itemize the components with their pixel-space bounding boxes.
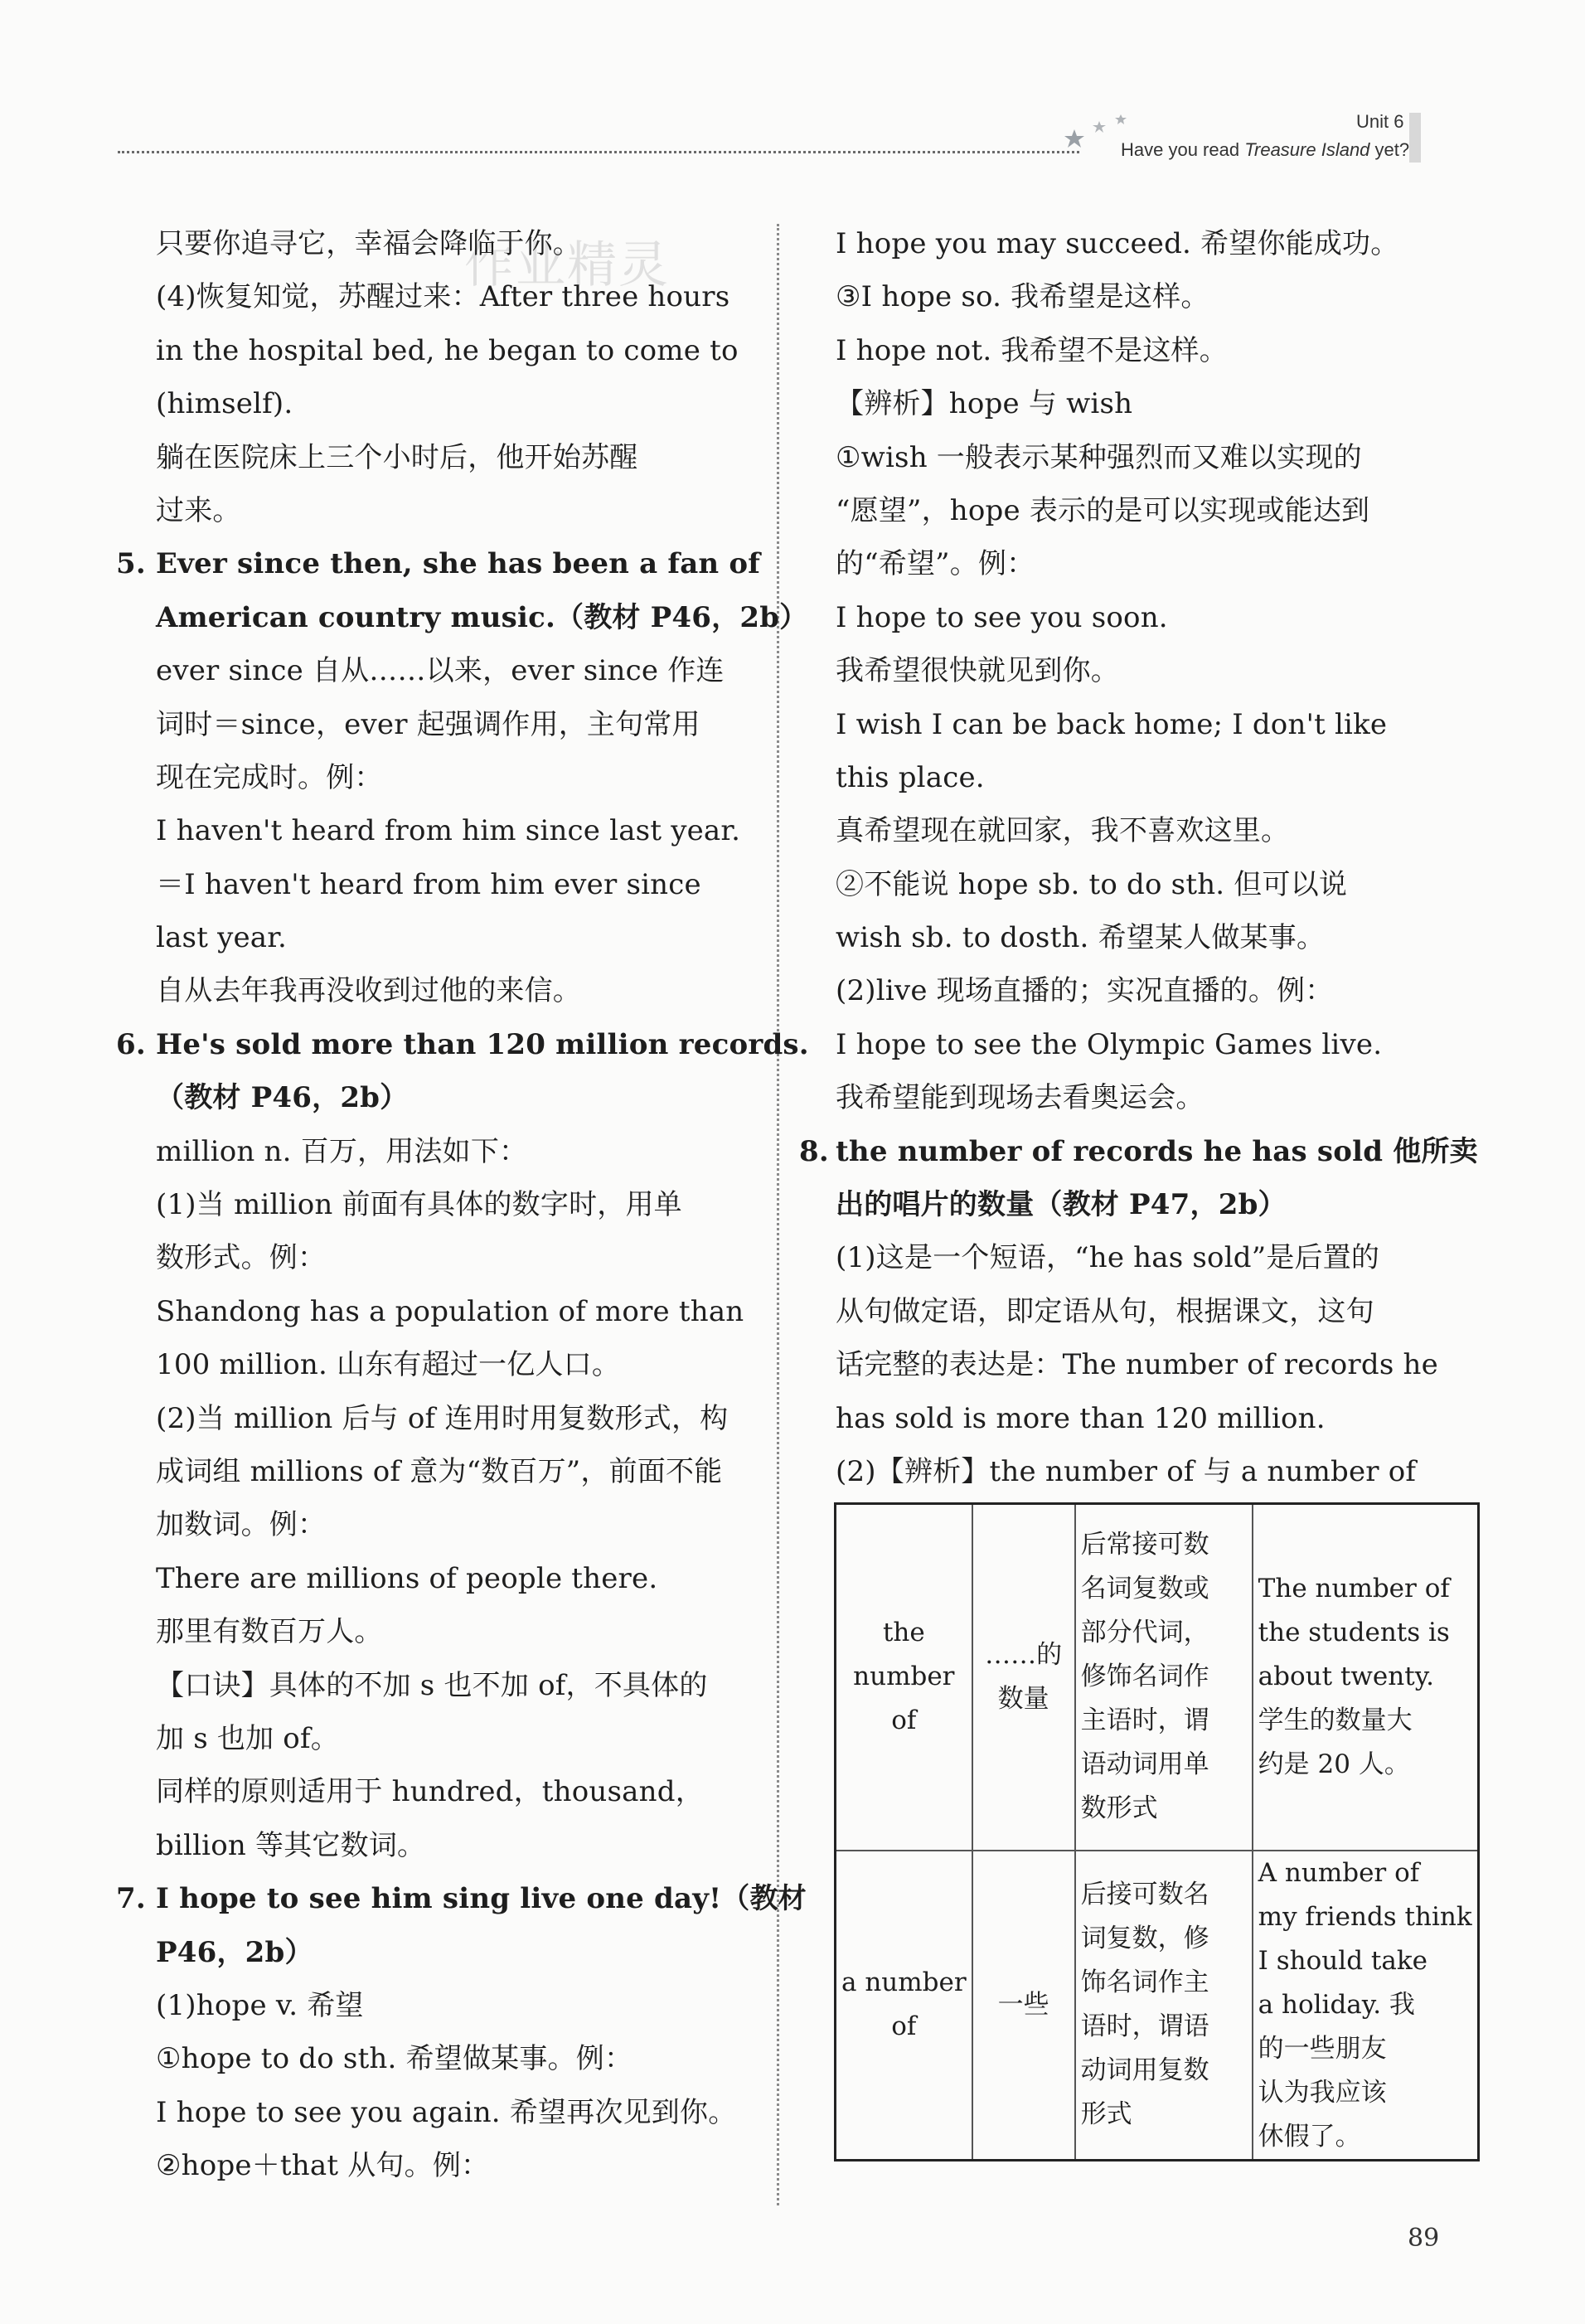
line-text: 100 million. 山东有超过一亿人口。 <box>156 1348 621 1382</box>
cell-line: ……的 <box>985 1639 1063 1670</box>
text-line <box>836 217 1434 270</box>
line-text: 话完整的表达是：The number of records he <box>836 1348 1438 1382</box>
text-line <box>836 431 1434 484</box>
table-cell-meaning <box>972 1851 1075 2161</box>
item-number: 7. <box>116 1882 146 1916</box>
line-text: ever since 自从……以来，ever since 作连 <box>156 654 725 688</box>
line-text: ②不能说 hope sb. to do sth. 但可以说 <box>836 867 1348 901</box>
cell-line: the students is <box>1258 1618 1450 1648</box>
line-text: 成词组 millions of 意为“数百万”，前面不能 <box>156 1454 723 1488</box>
text-line <box>156 484 758 537</box>
table-cell-term <box>836 1851 972 2161</box>
text-line <box>836 858 1434 911</box>
header-bar <box>1409 113 1421 163</box>
numbered-item-line <box>116 1018 809 1071</box>
text-line <box>156 1392 758 1445</box>
line-text: 我希望很快就见到你。 <box>836 654 1119 688</box>
text-line <box>836 1071 1434 1124</box>
line-text: 的“希望”。例： <box>836 547 1035 581</box>
text-line <box>836 1392 1434 1445</box>
header-rule <box>118 151 1079 153</box>
line-text: He's sold more than 120 million records. <box>156 1027 809 1061</box>
text-line <box>156 377 758 430</box>
cell-line: of <box>891 2011 917 2041</box>
line-text: I hope to see him sing live one day!（教材 <box>156 1882 807 1916</box>
text-line <box>836 591 1434 644</box>
line-text: I hope to see you soon. <box>836 600 1168 634</box>
text-line <box>836 911 1434 964</box>
cell-line: 的一些朋友 <box>1258 2033 1387 2064</box>
line-text: 【辨析】hope 与 wish <box>836 387 1133 421</box>
text-line <box>156 1819 758 1872</box>
line-text: 加数词。例： <box>156 1508 327 1542</box>
line-text: ③I hope so. 我希望是这样。 <box>836 280 1209 314</box>
line-text: million n. 百万，用法如下： <box>156 1134 528 1168</box>
cell-line: 主语时，谓 <box>1080 1705 1209 1736</box>
line-text: 出的唱片的数量（教材 P47，2b） <box>836 1188 1287 1222</box>
text-line <box>156 2032 758 2085</box>
line-text: I wish I can be back home; I don't like <box>836 707 1388 741</box>
cell-line: A number of <box>1258 1857 1420 1888</box>
table-cell-usage <box>1075 1851 1253 2161</box>
cell-line: The number of <box>1258 1574 1450 1604</box>
watermark: 作业精灵 <box>464 236 670 294</box>
text-line <box>156 911 758 964</box>
text-line <box>156 217 758 270</box>
item-number: 8. <box>799 1134 829 1168</box>
line-text: I hope to see you again. 希望再次见到你。 <box>156 2095 737 2129</box>
line-text: 同样的原则适用于 hundred，thousand， <box>156 1775 704 1809</box>
table-cell-example <box>1253 1504 1478 1851</box>
cell-line: 语动词用单 <box>1080 1749 1209 1780</box>
text-line <box>156 1338 758 1391</box>
line-text: (2)live 现场直播的；实况直播的。例： <box>836 974 1334 1008</box>
text-line <box>156 1712 758 1765</box>
line-text: (1)这是一个短语，“he has sold”是后置的 <box>836 1241 1380 1275</box>
table-cell-usage <box>1075 1504 1253 1851</box>
text-line <box>836 1338 1438 1391</box>
cell-line: 动词用复数 <box>1080 2055 1209 2085</box>
text-line <box>156 270 758 323</box>
text-line <box>156 2086 758 2139</box>
right-column <box>799 217 1478 1498</box>
line-text: 自从去年我再没收到过他的来信。 <box>156 974 581 1008</box>
unit-label: Unit 6 <box>1356 111 1404 132</box>
line-text: ①wish 一般表示某种强烈而又难以实现的 <box>836 440 1362 474</box>
cell-line: 后常接可数 <box>1080 1530 1209 1560</box>
cell-line: of <box>891 1705 917 1736</box>
line-text: (1)当 million 前面有具体的数字时，用单 <box>156 1188 682 1222</box>
numbered-item-line <box>116 1872 807 1925</box>
line-text: 数形式。例： <box>156 1241 327 1275</box>
cell-line: 休假了。 <box>1258 2121 1361 2152</box>
text-line <box>836 537 1434 590</box>
text-line <box>156 1979 758 2032</box>
text-line <box>156 591 808 644</box>
cell-line: 词复数，修 <box>1080 1924 1209 1953</box>
line-text: Shandong has a population of more than <box>156 1294 744 1328</box>
text-line <box>836 1285 1434 1338</box>
cell-line: 数形式 <box>1080 1793 1158 1824</box>
cell-line: 部分代词， <box>1080 1618 1209 1648</box>
line-text: the number of records he has sold 他所卖 <box>836 1134 1478 1168</box>
line-text: 词时＝since，ever 起强调作用，主句常用 <box>156 707 700 741</box>
line-text: 过来。 <box>156 493 241 527</box>
line-text: (2)当 million 后与 of 连用时用复数形式，构 <box>156 1401 729 1435</box>
cell-line: the <box>882 1618 925 1648</box>
line-text: P46，2b） <box>156 1935 313 1969</box>
line-text: 【口诀】具体的不加 s 也不加 of，不具体的 <box>156 1668 708 1702</box>
line-text: 那里有数百万人。 <box>156 1615 383 1649</box>
line-text: (1)hope v. 希望 <box>156 1988 364 2022</box>
comparison-table <box>834 1502 1480 2161</box>
cell-line: 名词复数或 <box>1080 1574 1209 1604</box>
text-line <box>156 1285 758 1338</box>
line-text: There are millions of people there. <box>156 1561 658 1595</box>
line-text: in the hospital bed, he began to come to <box>156 333 739 367</box>
line-text: ②hope＋that 从句。例： <box>156 2149 490 2183</box>
numbered-item-line <box>799 1125 1478 1178</box>
line-text: billion 等其它数词。 <box>156 1828 426 1862</box>
text-line <box>836 484 1434 537</box>
cell-line: 修饰名词作 <box>1080 1662 1209 1692</box>
cell-line: my friends think <box>1258 1901 1472 1932</box>
text-line <box>156 1498 758 1551</box>
text-line <box>156 1125 758 1178</box>
line-text: 只要你追寻它，幸福会降临于你。 <box>156 227 581 260</box>
text-line <box>836 1445 1434 1498</box>
line-text: Ever since then, she has been a fan of <box>156 547 761 581</box>
cell-line: 饰名词作主 <box>1080 1967 1209 1997</box>
line-text: last year. <box>156 921 287 955</box>
line-text: 真希望现在就回家，我不喜欢这里。 <box>836 814 1290 848</box>
text-line <box>156 1071 758 1124</box>
text-line <box>156 1926 758 1979</box>
line-text: I hope you may succeed. 希望你能成功。 <box>836 227 1399 260</box>
line-text: wish sb. to dosth. 希望某人做某事。 <box>836 921 1326 955</box>
text-line <box>156 644 758 697</box>
text-line <box>156 751 758 804</box>
line-text: 我希望能到现场去看奥运会。 <box>836 1081 1205 1115</box>
line-text: 躺在医院床上三个小时后，他开始苏醒 <box>156 440 638 474</box>
line-text: 从句做定语，即定语从句，根据课文，这句 <box>836 1294 1374 1328</box>
text-line <box>156 804 758 857</box>
text-line <box>156 1231 758 1284</box>
text-line <box>836 324 1434 377</box>
text-line <box>156 1659 758 1712</box>
text-line <box>156 858 758 911</box>
text-line <box>156 964 758 1017</box>
text-line <box>836 270 1434 323</box>
cell-line: 学生的数量大 <box>1258 1705 1413 1736</box>
item-number: 5. <box>116 547 146 581</box>
table-cell-example <box>1253 1851 1478 2161</box>
text-line <box>836 964 1434 1017</box>
line-text: 加 s 也加 of。 <box>156 1721 339 1755</box>
line-text: I hope to see the Olympic Games live. <box>836 1027 1383 1061</box>
text-line <box>836 804 1434 857</box>
text-line <box>836 1178 1434 1231</box>
line-text: this place. <box>836 760 985 794</box>
text-line <box>156 2139 758 2192</box>
line-text: (himself). <box>156 387 293 421</box>
line-text: （教材 P46，2b） <box>156 1081 409 1115</box>
cell-line: about twenty. <box>1258 1662 1434 1692</box>
line-text: has sold is more than 120 million. <box>836 1401 1326 1435</box>
cell-line: 形式 <box>1080 2099 1132 2129</box>
text-line <box>156 431 758 484</box>
text-line <box>836 377 1434 430</box>
line-text: (2)【辨析】the number of 与 a number of <box>836 1454 1417 1488</box>
comparison-table-wrap <box>834 1502 1480 2161</box>
cell-line: a holiday. 我 <box>1258 1989 1415 2020</box>
text-line <box>156 324 758 377</box>
line-text: ①hope to do sth. 希望做某事。例： <box>156 2042 633 2076</box>
cell-line: 语时，谓语 <box>1080 2011 1209 2041</box>
line-text: (4)恢复知觉，苏醒过来：After three hours <box>156 280 730 314</box>
line-text: I hope not. 我希望不是这样。 <box>836 333 1228 367</box>
line-text: “愿望”，hope 表示的是可以实现或能达到 <box>836 493 1370 527</box>
text-line <box>156 1552 758 1605</box>
text-line <box>836 1018 1434 1071</box>
numbered-item-line <box>116 537 761 590</box>
text-line <box>156 1178 758 1231</box>
line-text: I haven't heard from him since last year. <box>156 814 741 848</box>
cell-line: a number <box>841 1967 967 1997</box>
cell-line: 约是 20 人。 <box>1258 1749 1410 1780</box>
cell-line: 认为我应该 <box>1258 2077 1387 2108</box>
table-cell-term <box>836 1504 972 1851</box>
text-line <box>156 698 758 751</box>
page-number: 89 <box>1408 2224 1440 2253</box>
table-row <box>836 1851 1479 2161</box>
table-cell-meaning <box>972 1504 1075 1851</box>
table-row <box>836 1504 1479 1851</box>
item-number: 6. <box>116 1027 146 1061</box>
left-column <box>116 217 809 2192</box>
text-line <box>156 1765 758 1818</box>
text-line <box>836 698 1434 751</box>
cell-line: number <box>853 1662 955 1692</box>
text-line <box>836 751 1434 804</box>
text-line <box>156 1605 758 1658</box>
text-line <box>836 644 1434 697</box>
text-line <box>156 1445 758 1498</box>
cell-line: 后接可数名 <box>1080 1880 1209 1909</box>
line-text: American country music.（教材 P46，2b） <box>156 600 808 634</box>
unit-subtitle: Have you read Treasure Island yet? <box>1121 139 1410 160</box>
text-line <box>836 1231 1434 1284</box>
cell-line: 数量 <box>997 1683 1049 1714</box>
line-text: 现在完成时。例： <box>156 760 383 794</box>
line-text: ＝I haven't heard from him ever since <box>156 867 701 901</box>
cell-line: 一些 <box>997 1989 1049 2020</box>
cell-line: I should take <box>1258 1945 1427 1976</box>
